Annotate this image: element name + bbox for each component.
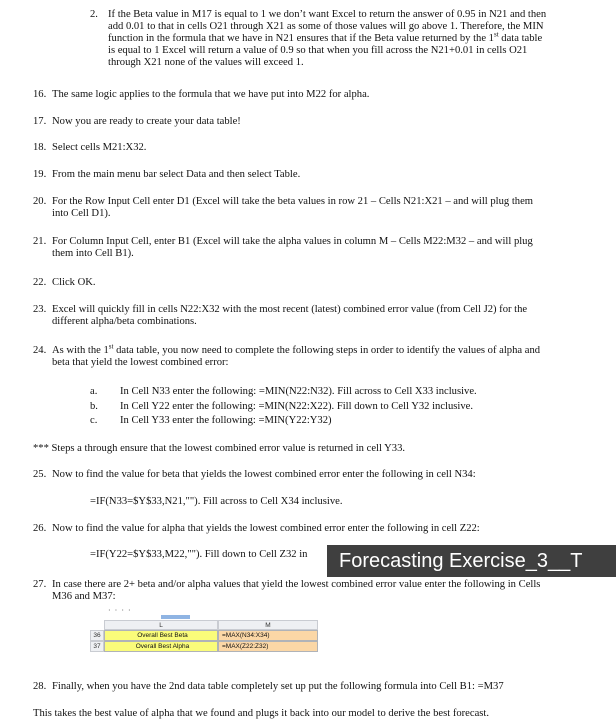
- step-number: 24.: [33, 345, 47, 356]
- step-text-line: through X21 none of the values will exceed 1.: [108, 57, 304, 68]
- step-text: Click OK.: [52, 277, 96, 288]
- step-text: Select cells M21:X32.: [52, 142, 147, 153]
- step-number: 2.: [90, 9, 98, 20]
- sub-step-text: In Cell N33 enter the following: =MIN(N22:N32). Fill across to Cell X33 inclusive.: [120, 386, 477, 397]
- step-number: 26.: [33, 523, 47, 534]
- sub-step-text: In Cell Y33 enter the following: =MIN(Y22:Y32): [120, 415, 332, 426]
- step-text-line: beta that yield the lowest combined error:: [52, 357, 229, 368]
- sub-step-letter: a.: [90, 386, 98, 397]
- step-text-line: add 0.01 to that in cells O21 through X21 as some of those values will go above 1. Therefore, the MIN: [108, 21, 544, 32]
- step-text-line: into Cell D1).: [52, 208, 111, 219]
- row-number: 36: [90, 630, 104, 641]
- step-number: 18.: [33, 142, 47, 153]
- column-header-l: L: [104, 620, 218, 630]
- step-text: Now you are ready to create your data table!: [52, 116, 241, 127]
- cell-formula: =MAX(Z22:Z32): [218, 641, 318, 652]
- cell-formula: =MAX(N34:X34): [218, 630, 318, 641]
- filename-tooltip: Forecasting Exercise_3__T: [327, 545, 616, 577]
- step-text-line: Excel will quickly fill in cells N22:X32 with the most recent (latest) combined error value (from Cell J2) for the: [52, 304, 528, 315]
- step-text-line: M36 and M37:: [52, 591, 116, 602]
- closing-text: This takes the best value of alpha that we found and plugs it back into our model to derive the best forecast.: [33, 708, 489, 719]
- step-number: 19.: [33, 169, 47, 180]
- step-number: 28.: [33, 681, 47, 692]
- step-text: Now to find the value for alpha that yields the lowest combined error enter the following in cell Z22:: [52, 523, 480, 534]
- sheet-dots: · · · ·: [108, 606, 132, 615]
- step-text: Finally, when you have the 2nd data table completely set up put the following formula into Cell B1: =M37: [52, 681, 504, 692]
- step-text: Now to find the value for beta that yields the lowest combined error enter the following in cell N34:: [52, 469, 476, 480]
- step-text-line: them into Cell B1).: [52, 248, 134, 259]
- step-number: 22.: [33, 277, 47, 288]
- step-text-line: function in the formula that we have in N21 ensures that if the Beta value returned by the 1st data table: [108, 30, 543, 44]
- step-number: 16.: [33, 89, 47, 100]
- step-text-line: As with the 1st data table, you now need to complete the following steps in order to identify the values of alpha and: [52, 342, 541, 356]
- step-text-line: For Column Input Cell, enter B1 (Excel will take the alpha values in column M – Cells M22:M32 – and will plug: [52, 236, 533, 247]
- step-number: 20.: [33, 196, 47, 207]
- step-number: 27.: [33, 579, 47, 590]
- step-text-line: In case there are 2+ beta and/or alpha values that yield the lowest combined error value enter the following in Cells: [52, 579, 541, 590]
- sub-step-text: In Cell Y22 enter the following: =MIN(N22:X22). Fill down to Cell Y32 inclusive.: [120, 401, 473, 412]
- step-number: 21.: [33, 236, 47, 247]
- step-number: 23.: [33, 304, 47, 315]
- step-text-line: is equal to 1 Excel will return a value of 0.9 so that when you fill across the N21+0.01 in cells O21: [108, 45, 528, 56]
- column-header-m: M: [218, 620, 318, 630]
- step-text: From the main menu bar select Data and then select Table.: [52, 169, 301, 180]
- spreadsheet-snippet: [90, 612, 320, 658]
- step-text: The same logic applies to the formula that we have put into M22 for alpha.: [52, 89, 370, 100]
- formula-text: =IF(N33=$Y$33,N21,""). Fill across to Cell X34 inclusive.: [90, 496, 343, 507]
- step-number: 17.: [33, 116, 47, 127]
- step-text-line: different alpha/beta combinations.: [52, 316, 197, 327]
- cell-label: Overall Best Beta: [104, 630, 218, 641]
- cell-label: Overall Best Alpha: [104, 641, 218, 652]
- sub-step-letter: c.: [90, 415, 98, 426]
- column-selection-indicator: [161, 615, 190, 619]
- note-text: *** Steps a through ensure that the lowest combined error value is returned in cell Y33.: [33, 443, 406, 454]
- step-number: 25.: [33, 469, 47, 480]
- sub-step-letter: b.: [90, 401, 98, 412]
- step-text-line: For the Row Input Cell enter D1 (Excel will take the beta values in row 21 – Cells N21:X21 – and will plug them: [52, 196, 534, 207]
- step-text-line: If the Beta value in M17 is equal to 1 we don’t want Excel to return the answer of 0.95 in N21 and then: [108, 9, 547, 20]
- row-number: 37: [90, 641, 104, 652]
- formula-text: =IF(Y22=$Y$33,M22,""). Fill down to Cell Z32 in: [90, 549, 308, 560]
